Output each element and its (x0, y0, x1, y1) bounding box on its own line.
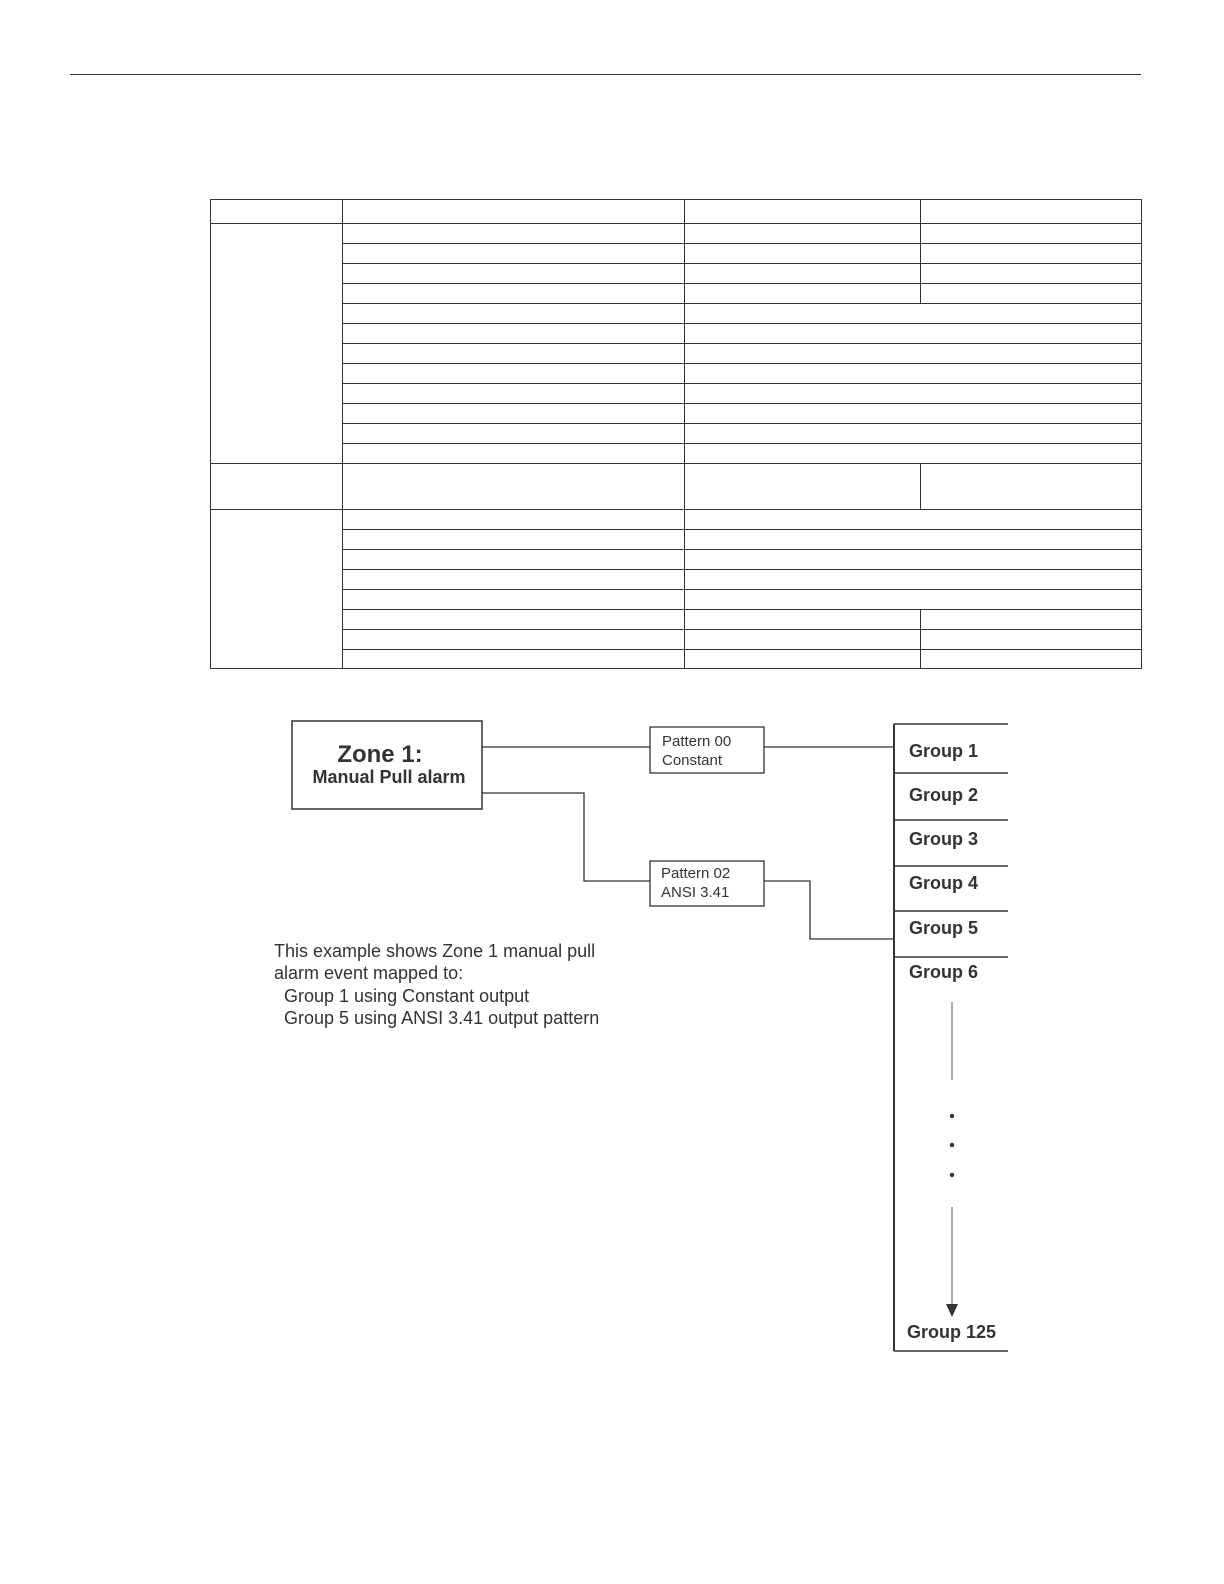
pattern-box-02 (650, 861, 764, 906)
group-1-label: Group 1 (909, 741, 979, 761)
group-column (894, 724, 1008, 1351)
ellipsis-dot (950, 1173, 954, 1177)
zone-subtitle: Manual Pull alarm (312, 767, 466, 787)
connector-lines (482, 747, 894, 939)
caption-line-1: This example shows Zone 1 manual pull (274, 941, 596, 961)
group-4-label: Group 4 (909, 873, 979, 893)
down-arrow-icon (946, 1304, 958, 1317)
pattern-00-line2: Constant (662, 752, 723, 769)
pattern-box-00 (650, 727, 764, 773)
group-5-label: Group 5 (909, 918, 979, 938)
group-2-label: Group 2 (909, 785, 979, 805)
pattern-02-line1: Pattern 02 (661, 865, 731, 882)
ellipsis-dot (950, 1143, 954, 1147)
zone-box (292, 721, 482, 809)
ellipsis-dot (950, 1114, 954, 1118)
example-caption (274, 941, 599, 1028)
caption-line-2: alarm event mapped to: (274, 963, 464, 983)
caption-line-4: Group 5 using ANSI 3.41 output pattern (274, 1008, 600, 1028)
group-6-label: Group 6 (909, 962, 979, 982)
pattern-02-line2: ANSI 3.41 (661, 884, 730, 901)
pattern-00-line1: Pattern 00 (662, 733, 732, 750)
group-125-label: Group 125 (907, 1322, 997, 1342)
group-3-label: Group 3 (909, 829, 979, 849)
caption-line-3: Group 1 using Constant output (274, 986, 530, 1006)
zone-title: Zone 1: (337, 741, 423, 768)
